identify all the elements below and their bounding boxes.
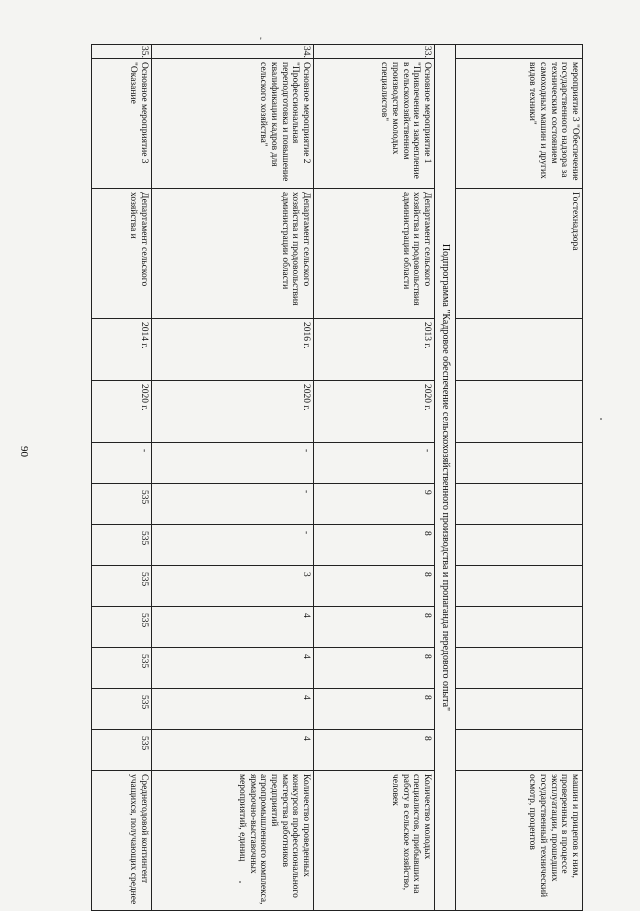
program-measures-table [91, 44, 583, 911]
cell-value: - [92, 443, 152, 484]
cell-executor: Гостехнадзора [456, 189, 583, 319]
cell-value: 535 [92, 648, 152, 689]
cell-executor: Департамент сельского хозяйства и продовольствия администрации области [152, 189, 314, 319]
cell-number: 34. [152, 45, 314, 59]
rotated-table-container [107, 44, 583, 905]
cell-number: 35. [92, 45, 152, 59]
cell-value: 8 [314, 607, 435, 648]
cell-value: 4 [152, 689, 314, 730]
cell-executor: Департамент сельского хозяйства и [92, 189, 152, 319]
cell-value [456, 689, 583, 730]
cell-end-year: 2020 г. [152, 381, 314, 443]
table-row [314, 45, 435, 911]
cell-measure-name: Основное мероприятие 3 "Оказание [92, 59, 152, 189]
cell-start-year: 2014 г. [92, 319, 152, 381]
cell-value: - [314, 443, 435, 484]
cell-value: 8 [314, 566, 435, 607]
cell-end-year: 2020 г. [92, 381, 152, 443]
cell-value: 8 [314, 525, 435, 566]
cell-indicator: Количество проведенных конкурсов профессионального мастерства работников предприятий агропромышленного комплекса, ярмарочно-выставочных мероприятий, единиц [152, 771, 314, 911]
cell-value [456, 484, 583, 525]
cell-value: 535 [92, 525, 152, 566]
cell-value [456, 730, 583, 771]
cell-value: 535 [92, 484, 152, 525]
cell-measure-name: мероприятие 3 "Обеспечение государственного надзора за техническим состоянием самоходных машин и других видов техники" [456, 59, 583, 189]
cell-value: 4 [152, 648, 314, 689]
cell-value: - [152, 443, 314, 484]
table-row-continuation [456, 45, 583, 911]
cell-value [456, 525, 583, 566]
cell-value: 535 [92, 607, 152, 648]
subprogram-title: Подпрограмма "Кадровое обеспечение сельскохозяйственного производства и пропаганда передового опыта" [435, 45, 456, 911]
subprogram-heading-row [435, 45, 456, 911]
table-row [92, 45, 152, 911]
cell-value: 9 [314, 484, 435, 525]
cell-value: 535 [92, 689, 152, 730]
cell-value: 4 [152, 607, 314, 648]
scan-speck [600, 418, 602, 420]
cell-number [456, 45, 583, 59]
cell-value: 8 [314, 730, 435, 771]
page-number: 90 [18, 446, 30, 457]
cell-value: 3 [152, 566, 314, 607]
cell-number: 33. [314, 45, 435, 59]
cell-value: - [152, 525, 314, 566]
cell-measure-name: Основное мероприятие 2 "Профессиональная переподготовка и повышение квалификации кадров для сельского хозяйства" [152, 59, 314, 189]
cell-value: - [152, 484, 314, 525]
cell-value: 535 [92, 730, 152, 771]
cell-measure-name: Основное мероприятие 1 "Привлечение и закрепление в сельскохозяйственном производстве молодых специалистов" [314, 59, 435, 189]
cell-value: 8 [314, 648, 435, 689]
table-row [152, 45, 314, 911]
cell-start-year: 2013 г. [314, 319, 435, 381]
cell-value [456, 607, 583, 648]
cell-indicator: Среднегодовой контингент учащихся, получающих среднее [92, 771, 152, 911]
cell-end-year [456, 381, 583, 443]
cell-value [456, 648, 583, 689]
cell-value: 535 [92, 566, 152, 607]
cell-value [456, 566, 583, 607]
cell-value [456, 443, 583, 484]
cell-value: 8 [314, 689, 435, 730]
cell-end-year: 2020 г. [314, 381, 435, 443]
cell-start-year: 2016 г. [152, 319, 314, 381]
cell-start-year [456, 319, 583, 381]
scan-mark: ' [260, 36, 262, 46]
cell-value: 4 [152, 730, 314, 771]
cell-indicator: машин и прицепов к ним, проверенных в процессе эксплуатации, прошедших государственный технический осмотр, процентов [456, 771, 583, 911]
cell-executor: Департамент сельского хозяйства и продовольствия администрации области [314, 189, 435, 319]
cell-indicator: Количество молодых специалистов, прибывших на работу в сельское хозяйство, человек [314, 771, 435, 911]
